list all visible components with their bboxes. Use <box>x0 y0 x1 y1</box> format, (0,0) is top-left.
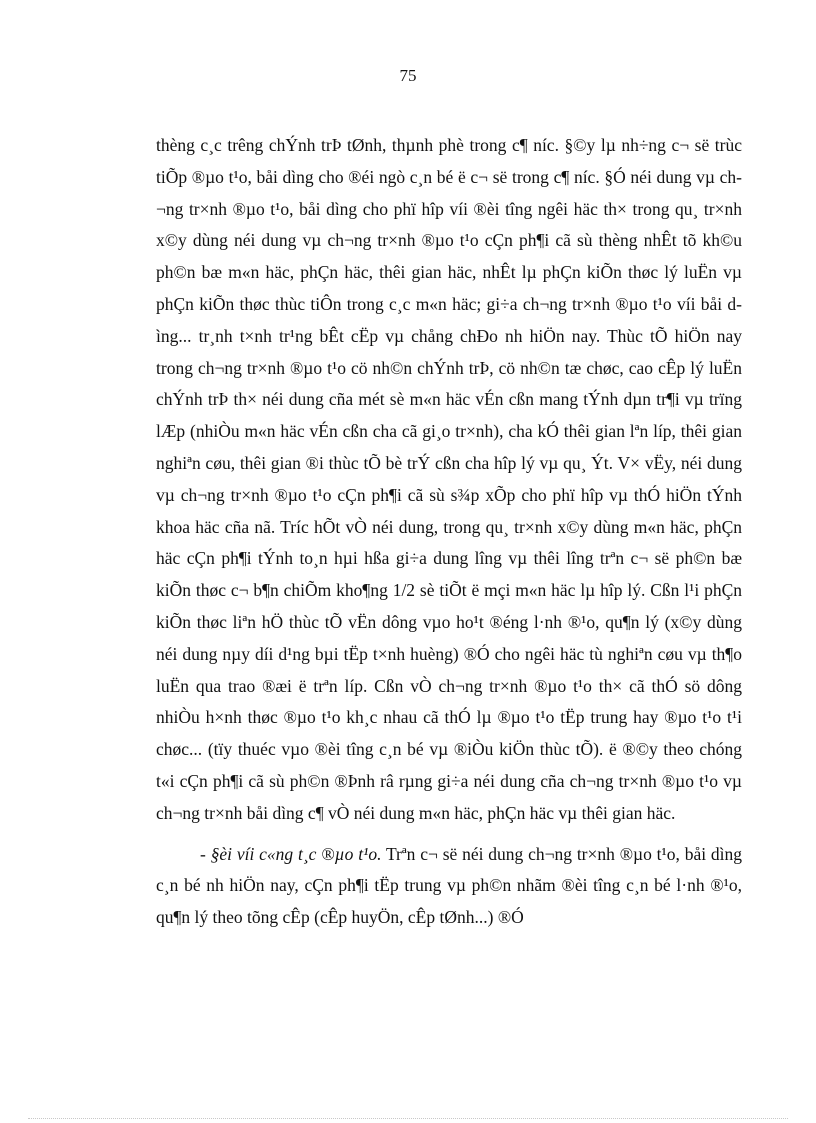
footer-divider <box>28 1118 788 1119</box>
paragraph: thèng c¸c trêng chÝnh trÞ tØnh, thµnh phè trong c¶ níc. §©y lµ nh÷ng c¬ së trùc tiÕp ®µo t¹o, båi dìng cho ®éi ngò c¸n bé ë c¬ së trong c¶ níc. §Ó néi dung vµ ch¬ng tr×nh ®µo t¹o, båi dìng cho phï hîp víi ®èi tîng ngêi häc th× trong qu¸ tr×nh x©y dùng néi dung vµ ch¬ng tr×nh ®µo t¹o cÇn ph¶i cã sù thèng nhÊt tõ kh©u ph©n bæ m«n häc, phÇn häc, thêi gian häc, nhÊt lµ phÇn kiÕn thøc lý luËn vµ phÇn kiÕn thøc thùc tiÔn trong c¸c m«n häc; gi÷a ch¬ng tr×nh ®µo t¹o víi båi dìng... tr¸nh t×nh tr¹ng bÊt cËp vµ chång chÐo nh hiÖn nay. Thùc tÕ hiÖn nay trong ch¬ng tr×nh ®µo t¹o cö nh©n chÝnh trÞ, cö nh©n tæ chøc, cao cÊp lý luËn chÝnh trÞ th× néi dung cña mét sè m«n häc vÉn cßn mang tÝnh dµn tr¶i vµ trïng lÆp (nhiÒu m«n häc vÉn cßn cha cã gi¸o tr×nh), cha kÓ thêi gian lªn líp, thêi gian nghiªn cøu, thêi gian ®i thùc tÕ bè trÝ cßn cha hîp lý vµ qu¸ Ýt. V× vËy, néi dung vµ ch¬ng tr×nh ®µo t¹o cÇn ph¶i cã sù s¾p xÕp cho phï hîp vµ thÓ hiÖn tÝnh khoa häc cña nã. Tríc hÕt vÒ néi dung, trong qu¸ tr×nh x©y dùng m«n häc, phÇn häc cÇn ph¶i tÝnh to¸n hµi hßa gi÷a dung lîng vµ thêi lîng trªn c¬ së ph©n bæ kiÕn thøc c¬ b¶n chiÕm kho¶ng 1/2 sè tiÕt ë mçi m«n häc lµ hîp lý. Cßn l¹i phÇn kiÕn thøc liªn hÖ thùc tÕ vËn dông vµo ho¹t ®éng l·nh ®¹o, qu¶n lý (x©y dùng néi dung nµy díi d¹ng bµi tËp t×nh huèng) ®Ó cho ngêi häc tù nghiªn cøu vµ th¶o luËn qua trao ®æi ë trªn líp. Cßn vÒ ch¬ng tr×nh ®µo t¹o th× cã thÓ sö dông nhiÒu h×nh thøc ®µo t¹o kh¸c nhau cã thÓ lµ ®µo t¹o tËp trung hay ®µo t¹o t¹i chøc... (tïy thuéc vµo ®èi tîng c¸n bé vµ ®iÒu kiÖn thùc tÕ). ë ®©y theo chóng t«i cÇn ph¶i cã sù ph©n ®Þnh râ rµng gi÷a néi dung cña ch¬ng tr×nh ®µo t¹o vµ ch¬ng tr×nh båi dìng c¶ vÒ néi dung m«n häc, phÇn häc vµ thêi gian häc. <box>156 135 742 823</box>
italic-heading: §èi víi c«ng t¸c ®µo t¹o. <box>210 843 382 864</box>
paragraph <box>156 839 742 934</box>
page-number: 75 <box>399 66 417 85</box>
body-text <box>156 130 742 934</box>
list-dash: - <box>200 843 211 864</box>
paragraph-text: Trªn c¬ së néi dung ch¬ng tr×nh ®µo t¹o, båi dìng c¸n bé nh hiÖn nay, cÇn ph¶i tËp trung vµ ph©n nhãm ®èi tîng c¸n bé l·nh ®¹o, qu¶n lý theo tõng cÊp (cÊp huyÖn, cÊp tØnh...) ®Ó <box>156 843 742 928</box>
